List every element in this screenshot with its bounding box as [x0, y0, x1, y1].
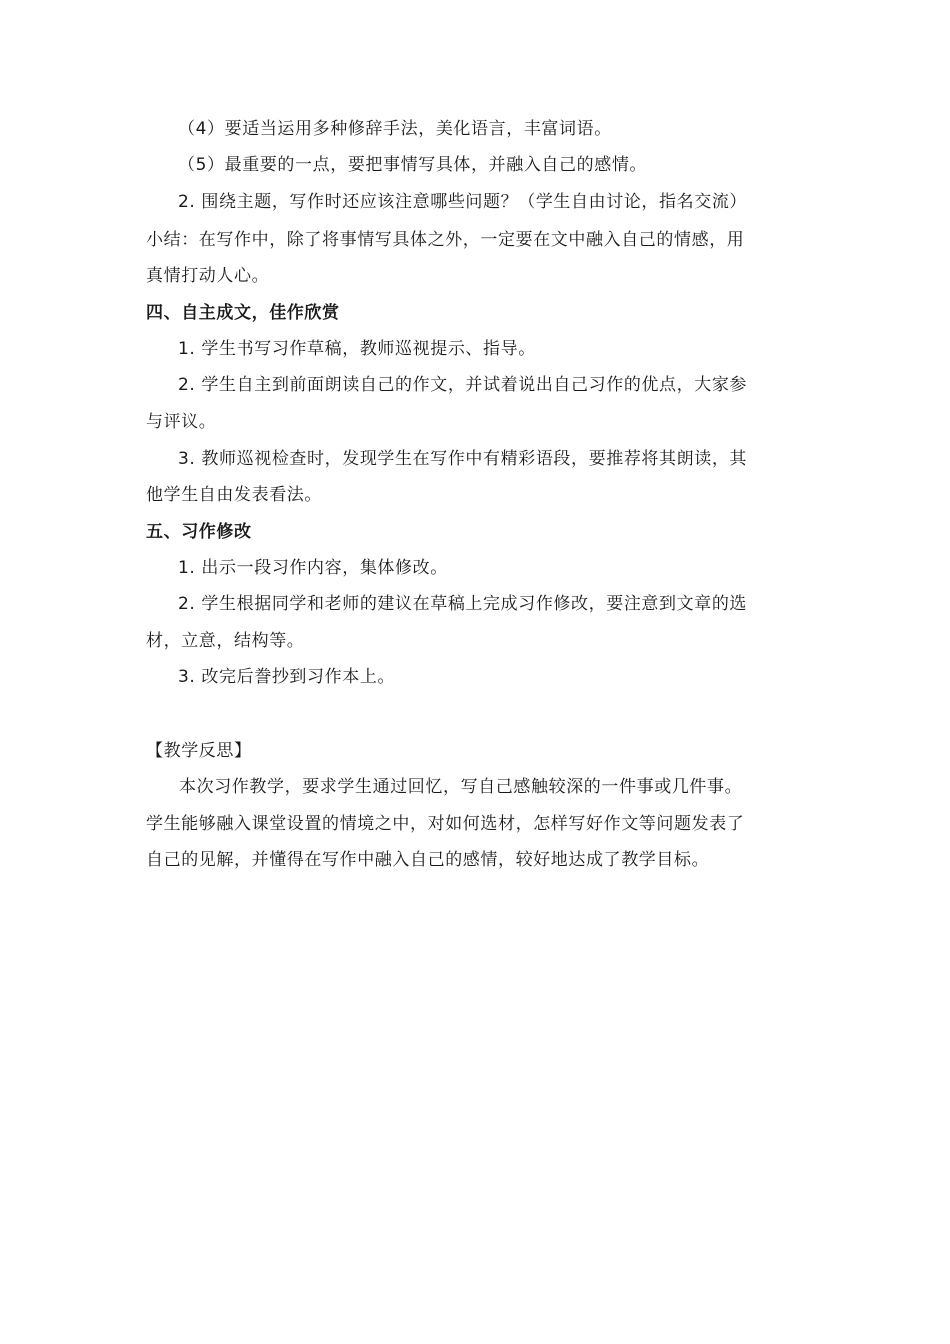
paragraph-line: 小结：在写作中，除了将事情写具体之外，一定要在文中融入自己的情感，用	[146, 230, 745, 250]
paragraph-line: 3. 改完后誊抄到习作本上。	[178, 667, 396, 687]
paragraph-line: 学生能够融入课堂设置的情境之中，对如何选材，怎样写好作文等问题发表了	[146, 814, 745, 834]
reflection-heading: 【教学反思】	[146, 741, 252, 761]
paragraph-line: 1. 学生书写习作草稿，教师巡视提示、指导。	[178, 339, 536, 359]
paragraph-line: 1. 出示一段习作内容，集体修改。	[178, 558, 448, 578]
paragraph-line: 2. 围绕主题，写作时还应该注意哪些问题？（学生自由讨论，指名交流）	[178, 192, 748, 212]
section-heading: 四、自主成文，佳作欣赏	[146, 303, 340, 323]
paragraph-line: 与评议。	[146, 412, 217, 432]
paragraph-line: 2. 学生根据同学和老师的建议在草稿上完成习作修改，要注意到文章的选	[178, 594, 748, 614]
paragraph-line: 他学生自由发表看法。	[146, 485, 322, 505]
paragraph-line: 2. 学生自主到前面朗读自己的作文，并试着说出自己习作的优点，大家参	[178, 375, 748, 395]
paragraph-line: 材，立意，结构等。	[146, 631, 305, 651]
paragraph-line: （5）最重要的一点，要把事情写具体，并融入自己的感情。	[178, 155, 648, 175]
paragraph-line: 本次习作教学，要求学生通过回忆，写自己感触较深的一件事或几件事。	[179, 777, 743, 797]
paragraph-line: 自己的见解，并懂得在写作中融入自己的感情，较好地达成了教学目标。	[146, 850, 710, 870]
paragraph-line: （4）要适当运用多种修辞手法，美化语言，丰富词语。	[178, 119, 612, 139]
paragraph-line: 真情打动人心。	[146, 266, 270, 286]
paragraph-line: 3. 教师巡视检查时，发现学生在写作中有精彩语段，要推荐将其朗读，其	[178, 449, 748, 469]
section-heading: 五、习作修改	[146, 522, 252, 542]
